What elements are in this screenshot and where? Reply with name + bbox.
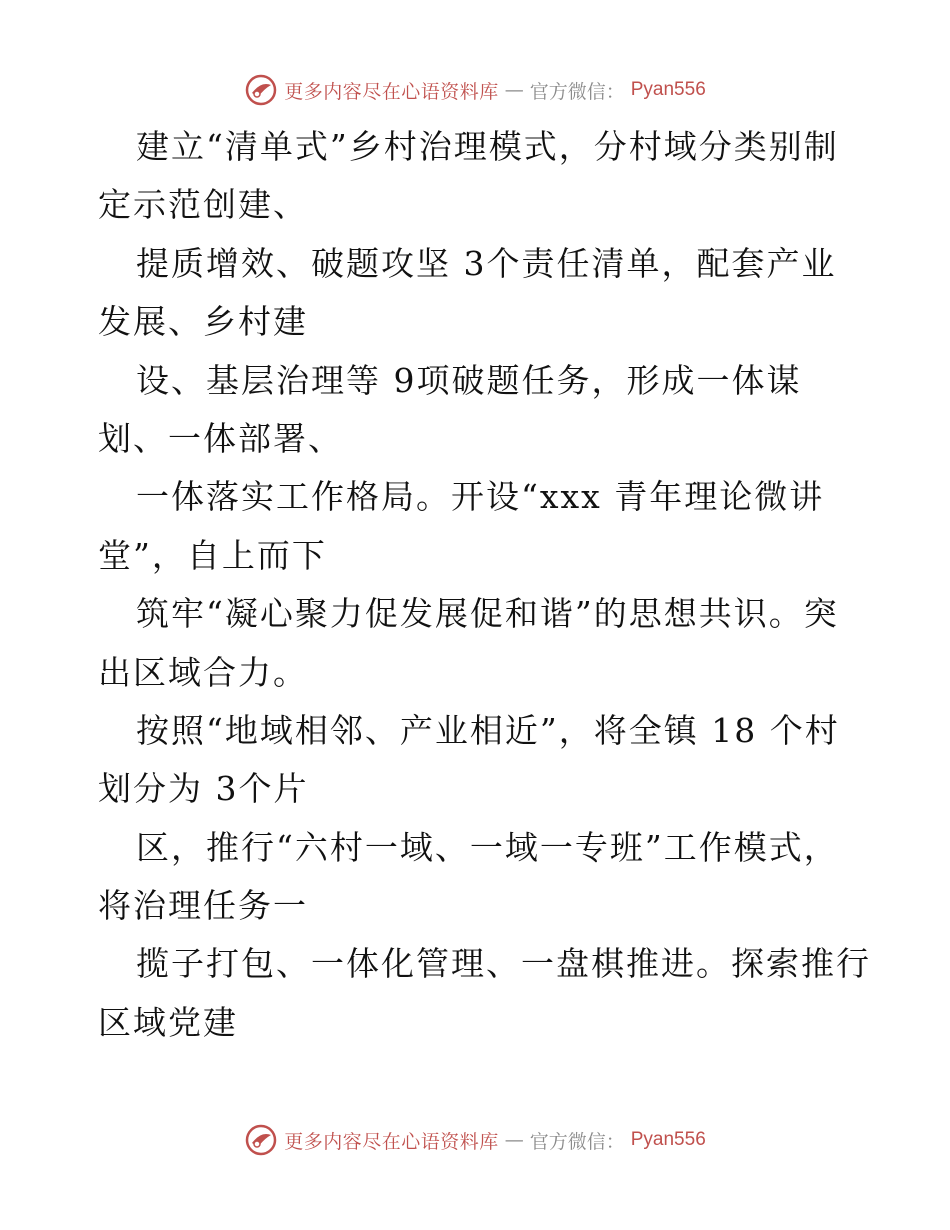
- body-line: 按照“地域相邻、产业相近”，将全镇 18 个村: [136, 710, 840, 750]
- body-line: 提质增效、破题攻坚 3个责任清单，配套产业: [136, 243, 837, 283]
- body-line: 出区域合力。: [98, 652, 308, 692]
- body-line: 划、一体部署、: [98, 418, 343, 458]
- watermark-wechat-id: Pyan556: [630, 1129, 706, 1150]
- watermark-text: 更多内容尽在心语资料库: [284, 80, 499, 103]
- body-line: 发展、乡村建: [98, 302, 308, 342]
- body-line: 定示范创建、: [98, 185, 308, 225]
- body-line: 将治理任务一: [98, 886, 308, 926]
- body-line: 区，推行“六村一域、一域一专班”工作模式，: [136, 827, 839, 867]
- document-body: [98, 118, 871, 1052]
- body-line: 区域党建: [98, 1002, 238, 1042]
- logo-icon: [244, 73, 278, 107]
- body-line: 设、基层治理等 9项破题任务，形成一体谋: [136, 360, 802, 400]
- body-line: 筑牢“凝心聚力促发展促和谐”的思想共识。突: [136, 594, 839, 634]
- body-line: 一体落实工作格局。开设“xxx 青年理论微讲: [136, 477, 825, 517]
- body-line: 揽子打包、一体化管理、一盘棋推进。探索推行: [136, 944, 871, 984]
- footer-watermark: [0, 1122, 950, 1158]
- logo-icon: [244, 1123, 278, 1157]
- body-line: 堂”，自上而下: [98, 535, 327, 575]
- watermark-separator: —: [504, 1129, 524, 1151]
- watermark-wechat-label: 官方微信：: [529, 80, 625, 103]
- body-line: 建立“清单式”乡村治理模式，分村域分类别制: [136, 127, 839, 166]
- watermark-wechat-id: Pyan556: [630, 79, 706, 100]
- watermark-separator: —: [504, 79, 524, 101]
- header-watermark: [0, 72, 950, 108]
- watermark-wechat-label: 官方微信：: [529, 1130, 625, 1153]
- watermark-text: 更多内容尽在心语资料库: [284, 1130, 499, 1153]
- body-line: 划分为 3个片: [98, 769, 309, 809]
